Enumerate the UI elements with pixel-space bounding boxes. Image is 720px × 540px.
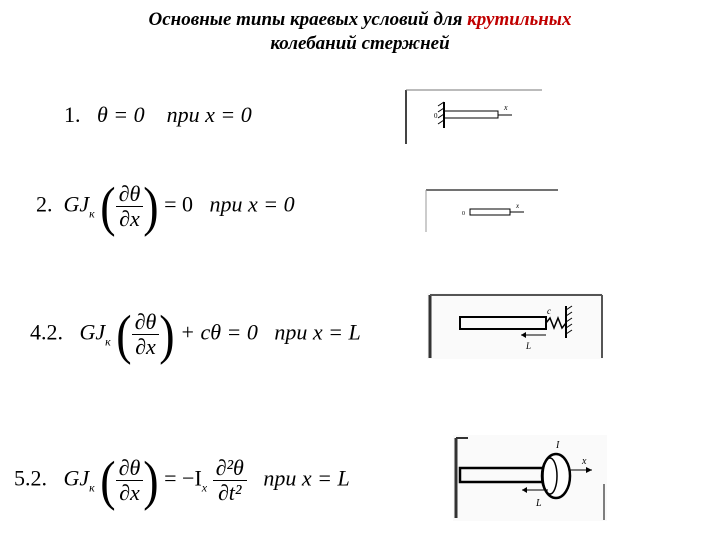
condition-2 bbox=[36, 175, 295, 237]
title-line-2: колебаний стержней bbox=[270, 33, 450, 54]
condition-5-2 bbox=[14, 449, 350, 511]
right-paren: ) bbox=[159, 303, 175, 365]
inertia-equals: = −I bbox=[164, 465, 202, 491]
condition-number: 4.2. bbox=[30, 319, 63, 345]
numerator: ∂θ bbox=[132, 310, 160, 335]
denominator: ∂x bbox=[119, 480, 140, 505]
l-label: L bbox=[526, 341, 532, 351]
x-label: x bbox=[516, 202, 520, 210]
left-paren: ( bbox=[100, 175, 116, 237]
condition-4-2 bbox=[30, 303, 361, 365]
left-paren: ( bbox=[100, 449, 116, 511]
rod bbox=[470, 209, 510, 215]
i-label: I bbox=[556, 440, 560, 451]
figure-inertia-end bbox=[452, 434, 608, 522]
gj-symbol: GJ bbox=[79, 319, 106, 345]
spring-term: + cθ = 0 bbox=[180, 319, 258, 345]
figure-clamped-end bbox=[404, 88, 544, 146]
k-subscript: к bbox=[89, 480, 95, 495]
condition-rhs: = 0 bbox=[164, 191, 194, 217]
derivative-fraction bbox=[132, 310, 160, 359]
origin-label: 0 bbox=[434, 112, 438, 120]
derivative-fraction bbox=[116, 456, 144, 505]
title-highlight: крутильных bbox=[467, 9, 572, 30]
condition-location: при x = 0 bbox=[166, 102, 252, 127]
figure-background bbox=[453, 435, 607, 521]
denominator: ∂t² bbox=[217, 480, 242, 505]
figure-spring-end bbox=[426, 292, 606, 362]
condition-lhs: θ = 0 bbox=[97, 102, 145, 127]
right-paren: ) bbox=[143, 175, 159, 237]
k-subscript: к bbox=[105, 334, 111, 349]
second-derivative-fraction bbox=[213, 456, 247, 505]
x-label: x bbox=[582, 456, 587, 467]
gj-symbol: GJ bbox=[63, 465, 90, 491]
title-prefix: Основные типы краевых условий для bbox=[148, 9, 468, 30]
x-label: x bbox=[504, 103, 508, 112]
figure-free-end bbox=[424, 188, 560, 234]
condition-location: при x = L bbox=[263, 465, 350, 491]
l-label: L bbox=[536, 498, 542, 509]
numerator: ∂θ bbox=[116, 182, 144, 207]
origin-label: 0 bbox=[462, 211, 465, 217]
numerator: ∂θ bbox=[116, 456, 144, 481]
condition-number: 1. bbox=[64, 102, 81, 127]
rod bbox=[444, 111, 498, 118]
condition-location: при x = 0 bbox=[209, 191, 295, 217]
denominator: ∂x bbox=[135, 334, 156, 359]
figure-background bbox=[427, 293, 603, 359]
condition-number: 2. bbox=[36, 191, 53, 217]
c-label: c bbox=[547, 306, 551, 316]
numerator: ∂²θ bbox=[213, 456, 247, 481]
title-line-1 bbox=[0, 8, 720, 32]
k-subscript: к bbox=[89, 206, 95, 221]
gj-symbol: GJ bbox=[63, 191, 90, 217]
page-title bbox=[0, 8, 720, 56]
condition-location: при x = L bbox=[274, 319, 361, 345]
condition-number: 5.2. bbox=[14, 465, 47, 491]
denominator: ∂x bbox=[119, 206, 140, 231]
right-paren: ) bbox=[143, 449, 159, 511]
derivative-fraction bbox=[116, 182, 144, 231]
x-subscript: x bbox=[201, 480, 208, 495]
left-paren: ( bbox=[116, 303, 132, 365]
condition-1 bbox=[64, 102, 252, 128]
